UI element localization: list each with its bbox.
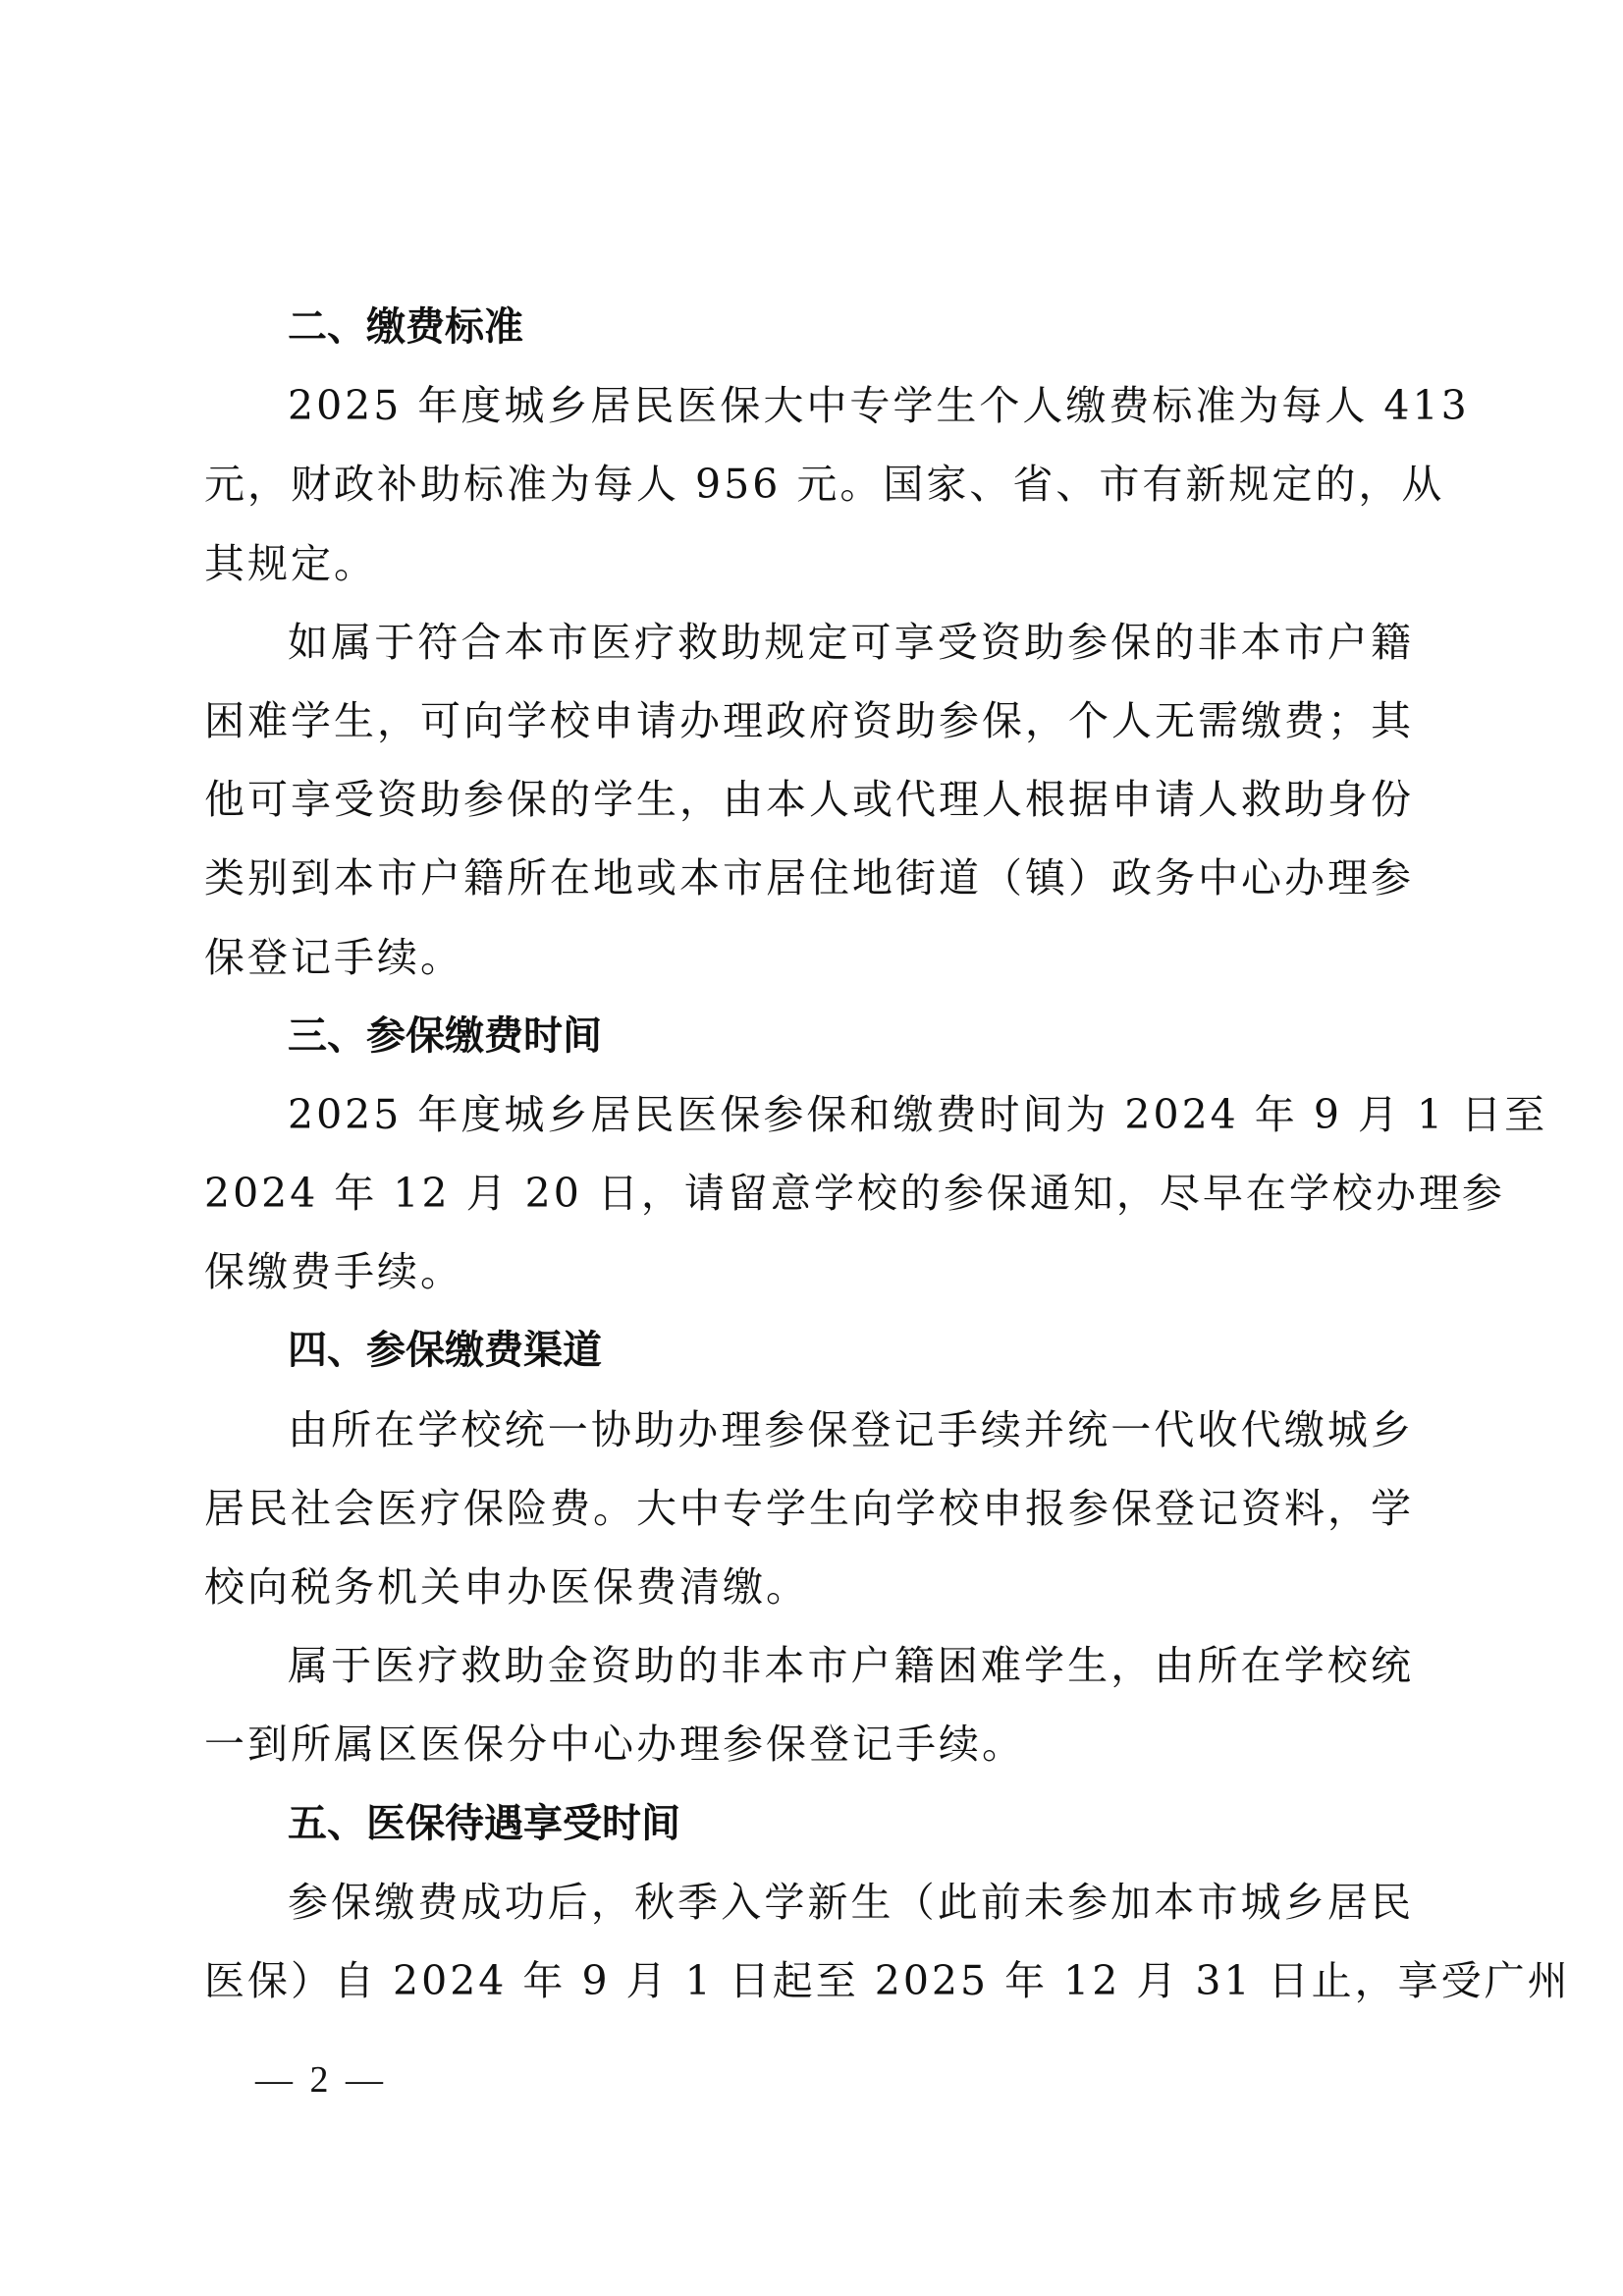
paragraph-line: 由所在学校统一协助办理参保登记手续并统一代收代缴城乡 <box>288 1405 1414 1453</box>
paragraph-line: 2024 年 12 月 20 日，请留意学校的参保通知，尽早在学校办理参 <box>204 1170 1505 1218</box>
paragraph-line: 医保）自 2024 年 9 月 1 日起至 2025 年 12 月 31 日止，享受广州 <box>204 1956 1571 2004</box>
document-body <box>204 288 1571 2020</box>
paragraph-line: 如属于符合本市医疗救助规定可享受资助参保的非本市户籍 <box>288 618 1414 666</box>
section-heading-enrollment-time: 三、参保缴费时间 <box>288 1012 602 1059</box>
paragraph-line: 困难学生，可向学校申请办理政府资助参保，个人无需缴费；其 <box>204 696 1414 744</box>
paragraph-line: 2025 年度城乡居民医保参保和缴费时间为 2024 年 9 月 1 日至 <box>288 1090 1548 1138</box>
paragraph-line: 属于医疗救助金资助的非本市户籍困难学生，由所在学校统 <box>288 1642 1414 1690</box>
section-heading-benefit-period: 五、医保待遇享受时间 <box>288 1800 680 1846</box>
paragraph-line: 元，财政补助标准为每人 956 元。国家、省、市有新规定的，从 <box>204 461 1445 509</box>
paragraph-line: 保缴费手续。 <box>204 1248 463 1296</box>
paragraph-line: 保登记手续。 <box>204 933 463 981</box>
paragraph-line: 校向税务机关申办医保费清缴。 <box>204 1563 809 1611</box>
paragraph-line: 参保缴费成功后，秋季入学新生（此前未参加本市城乡居民 <box>288 1878 1414 1926</box>
paragraph-line: 2025 年度城乡居民医保大中专学生个人缴费标准为每人 413 <box>288 382 1470 430</box>
paragraph-line: 他可享受资助参保的学生，由本人或代理人根据申请人救助身份 <box>204 776 1414 824</box>
paragraph-line: 一到所属区医保分中心办理参保登记手续。 <box>204 1721 1025 1769</box>
section-heading-payment-channel: 四、参保缴费渠道 <box>288 1328 602 1374</box>
paragraph-line: 居民社会医疗保险费。大中专学生向学校申报参保登记资料，学 <box>204 1484 1414 1532</box>
section-heading-payment-standard: 二、缴费标准 <box>288 304 523 350</box>
paragraph-line: 类别到本市户籍所在地或本市居住地街道（镇）政务中心办理参 <box>204 854 1414 902</box>
paragraph-line: 其规定。 <box>204 539 377 587</box>
page-number: — 2 — <box>255 2059 387 2101</box>
